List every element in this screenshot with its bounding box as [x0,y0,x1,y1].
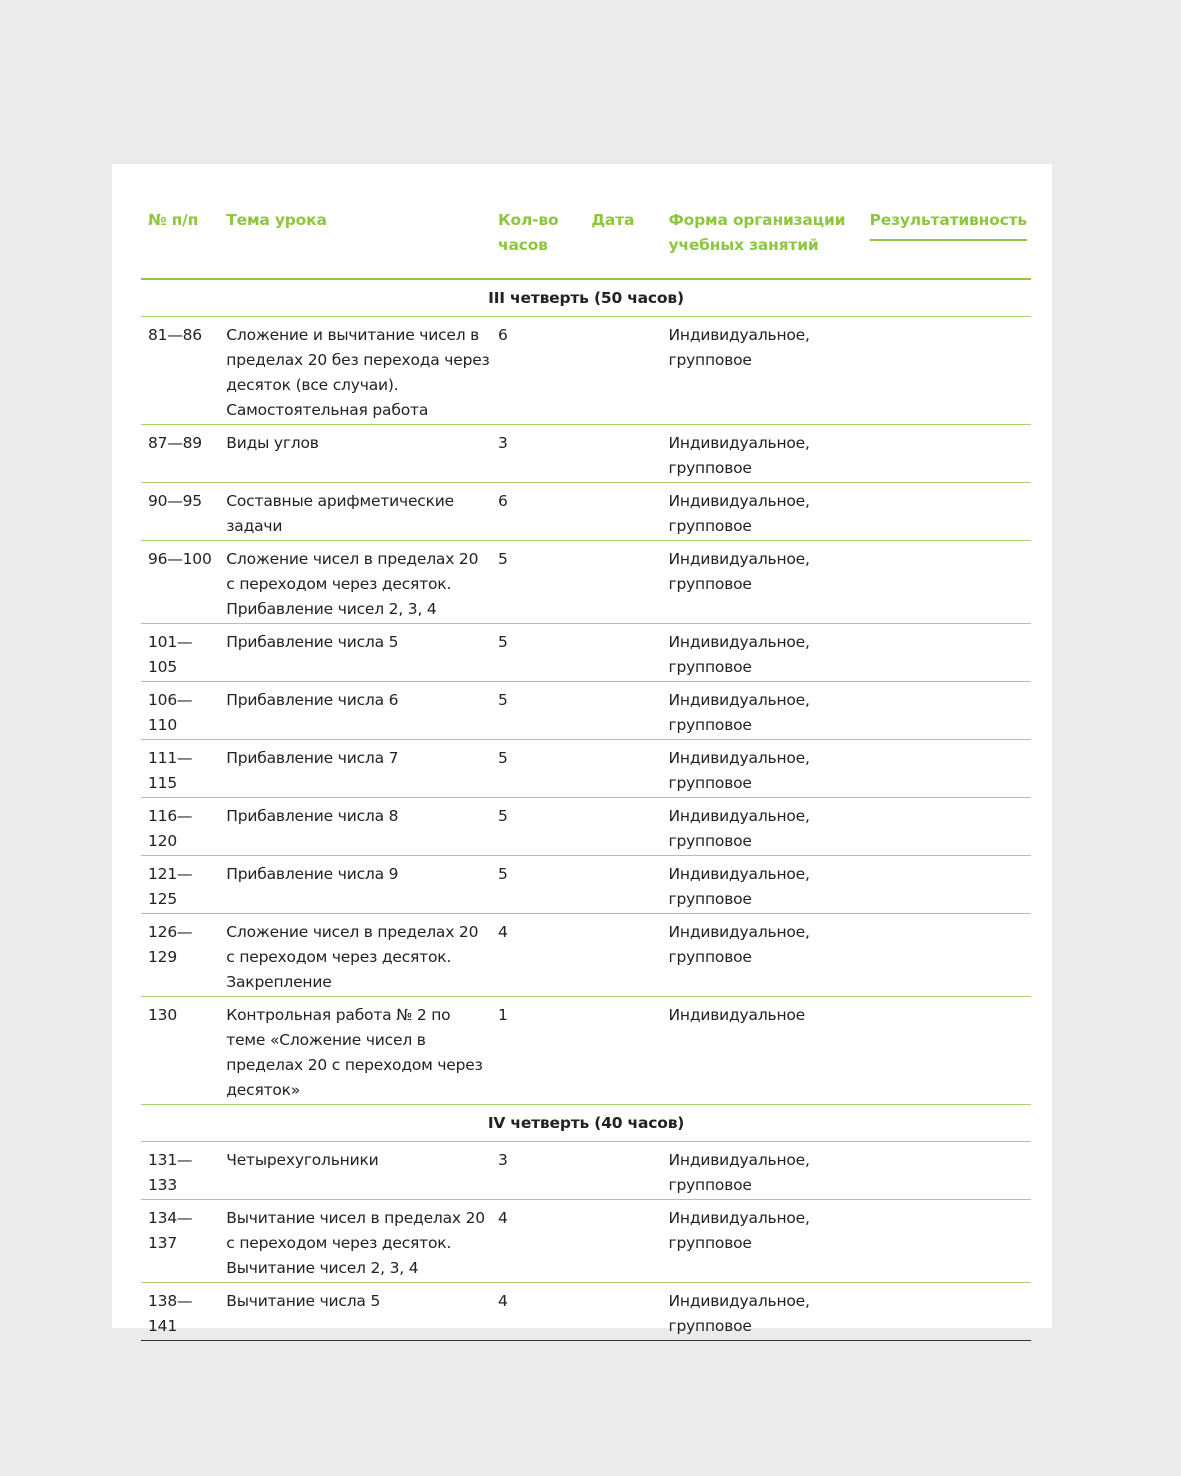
cell-theme: Вычитание чисел в пределах 20 с переходом через десяток. Вычитание чисел 2, 3, 4 [226,1209,485,1277]
cell-form: Индивидуальное, групповое [668,434,810,477]
header-result-label: Результативность [870,208,1027,241]
header-result [863,202,1031,279]
cell-hours: 1 [498,1006,508,1024]
cell-no: 81—86 [148,326,202,344]
cell-result [863,1200,1031,1283]
cell-date [584,1200,661,1283]
cell-hours: 5 [498,550,508,568]
table-row [141,997,1031,1105]
cell-form: Индивидуальное, групповое [668,923,810,966]
cell-hours: 4 [498,1209,508,1227]
section-row [141,279,1031,317]
cell-hours: 3 [498,434,508,452]
table-header [141,202,1031,279]
cell-theme: Сложение чисел в пределах 20 с переходом через десяток. Закрепление [226,923,479,991]
cell-theme: Вычитание числа 5 [226,1292,381,1310]
cell-form: Индивидуальное [668,1006,806,1024]
cell-result [863,997,1031,1105]
cell-no: 116—120 [148,807,193,850]
header-form: Форма организации учебных занятий [668,211,846,254]
cell-theme: Сложение и вычитание чисел в пределах 20 без перехода через десяток (все случаи). Самостоятельная работа [226,326,490,419]
cell-theme: Сложение чисел в пределах 20 с переходом через десяток. Прибавление чисел 2, 3, 4 [226,550,479,618]
cell-form: Индивидуальное, групповое [668,1292,810,1335]
table-row [141,483,1031,541]
cell-date [584,914,661,997]
section-title: III четверть (50 часов) [488,289,684,307]
cell-hours: 6 [498,492,508,510]
cell-form: Индивидуальное, групповое [668,1151,810,1194]
cell-hours: 5 [498,865,508,883]
cell-theme: Прибавление числа 5 [226,633,399,651]
cell-result [863,483,1031,541]
cell-result [863,798,1031,856]
cell-no: 111—115 [148,749,193,792]
cell-no: 96—100 [148,550,212,568]
cell-no: 126—129 [148,923,193,966]
cell-theme: Прибавление числа 8 [226,807,399,825]
cell-hours: 3 [498,1151,508,1169]
cell-date [584,856,661,914]
cell-form: Индивидуальное, групповое [668,749,810,792]
cell-date [584,483,661,541]
cell-date [584,541,661,624]
document-page [112,164,1052,1335]
cell-form: Индивидуальное, групповое [668,633,810,676]
table-row [141,914,1031,997]
cell-no: 131—133 [148,1151,193,1194]
cell-no: 101—105 [148,633,193,676]
table-row [141,425,1031,483]
cell-result [863,856,1031,914]
cell-date [584,317,661,425]
cell-theme: Составные арифметические задачи [226,492,454,535]
table-row [141,798,1031,856]
cell-result [863,682,1031,740]
cell-theme: Виды углов [226,434,319,452]
cell-form: Индивидуальное, групповое [668,550,810,593]
cell-theme: Четырехугольники [226,1151,379,1169]
cell-theme: Контрольная работа № 2 по теме «Сложение чисел в пределах 20 с переходом через десяток» [226,1006,483,1099]
cell-no: 106—110 [148,691,193,734]
cell-form: Индивидуальное, групповое [668,326,810,369]
cell-no: 130 [148,1006,177,1024]
cell-no: 134—137 [148,1209,193,1252]
header-no: № п/п [148,211,199,229]
cell-hours: 6 [498,326,508,344]
cell-hours: 5 [498,633,508,651]
table-row [141,856,1031,914]
cell-no: 90—95 [148,492,202,510]
cell-form: Индивидуальное, групповое [668,865,810,908]
lesson-plan-table [141,202,1031,1341]
cell-theme: Прибавление числа 6 [226,691,399,709]
table-row [141,740,1031,798]
cell-hours: 4 [498,923,508,941]
cell-form: Индивидуальное, групповое [668,691,810,734]
table-row [141,317,1031,425]
cell-no: 87—89 [148,434,202,452]
cell-result [863,541,1031,624]
header-theme: Тема урока [226,211,327,229]
cell-date [584,1142,661,1200]
cell-result [863,740,1031,798]
cell-result [863,317,1031,425]
cell-result [863,914,1031,997]
cell-result [863,624,1031,682]
table-row [141,541,1031,624]
cell-hours: 5 [498,691,508,709]
cell-theme: Прибавление числа 7 [226,749,399,767]
table-row [141,1283,1031,1341]
table-row [141,1200,1031,1283]
header-date: Дата [591,211,635,229]
cell-date [584,997,661,1105]
cell-date [584,1283,661,1341]
cell-date [584,425,661,483]
table-row [141,682,1031,740]
cell-result [863,1142,1031,1200]
cell-date [584,624,661,682]
cell-no: 121—125 [148,865,193,908]
cell-hours: 4 [498,1292,508,1310]
cell-no: 138—141 [148,1292,193,1335]
cell-form: Индивидуальное, групповое [668,492,810,535]
table-row [141,1142,1031,1200]
cell-result [863,1283,1031,1341]
cell-date [584,740,661,798]
cell-hours: 5 [498,807,508,825]
cell-hours: 5 [498,749,508,767]
section-row [141,1105,1031,1142]
table-row [141,624,1031,682]
cell-date [584,682,661,740]
cell-form: Индивидуальное, групповое [668,1209,810,1252]
cell-date [584,798,661,856]
header-hours: Кол-во часов [498,211,559,254]
cell-form: Индивидуальное, групповое [668,807,810,850]
section-title: IV четверть (40 часов) [487,1114,685,1132]
cell-theme: Прибавление числа 9 [226,865,399,883]
cell-result [863,425,1031,483]
